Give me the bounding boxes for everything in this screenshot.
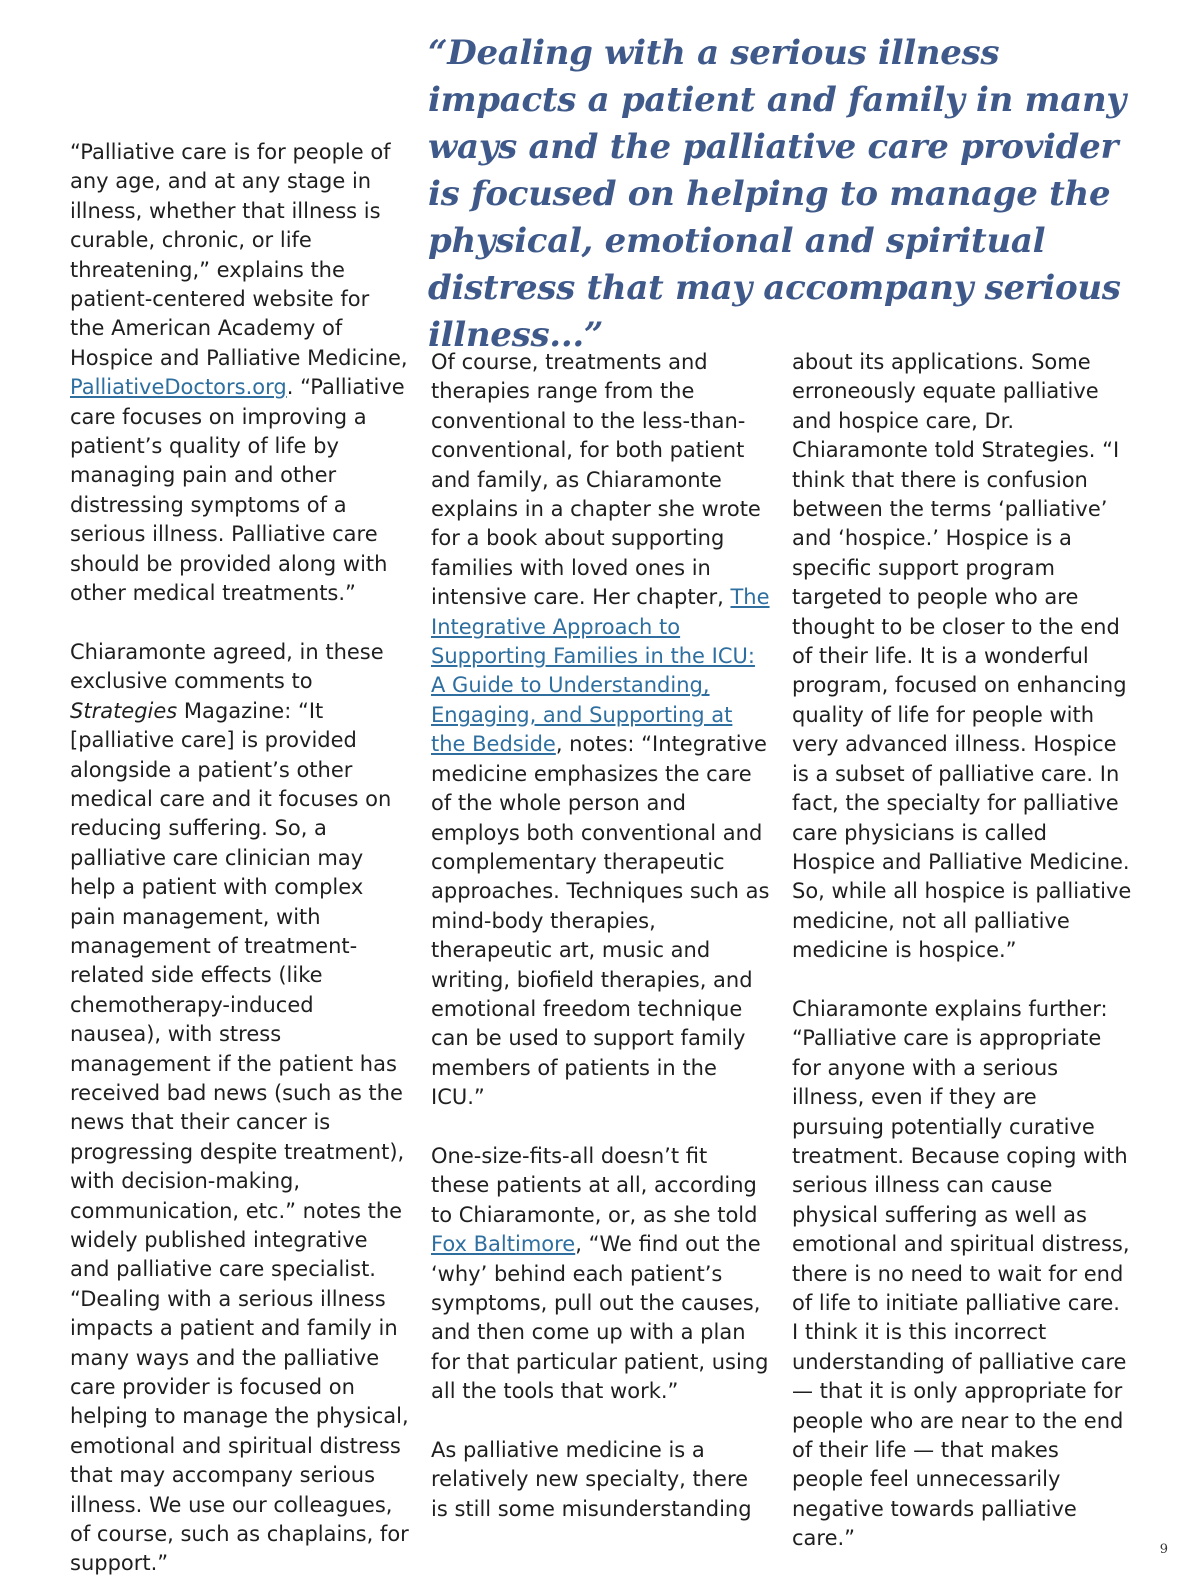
chapter-link[interactable]: The Integrative Approach to Supporting Families in the ICU: A Guide to Understanding, Engaging, and Supporting at the Bedside (431, 585, 770, 757)
palliative-doctors-link[interactable]: PalliativeDoctors.org (70, 375, 287, 400)
middle-column (431, 348, 771, 1524)
paragraph (431, 1142, 771, 1407)
paragraph (70, 638, 410, 1579)
left-column (70, 138, 410, 1579)
paragraph: about its applications. Some erroneously equate palliative and hospice care, Dr. Chiaramonte told Strategies. “I think that there is confusion between the terms ‘palliative’ and ‘hospice.’ Hospice is a specific support program targeted to people who are thought to be closer to the end of their life. It is a wonderful program, focused on enhancing quality of life for people with very advanced illness. Hospice is a subset of palliative care. In fact, the specialty for palliative care physicians is called Hospice and Palliative Medicine. So, while all hospice is palliative medicine, not all palliative medicine is hospice.” (792, 350, 1132, 963)
text: Of course, treatments and therapies range from the conventional to the less-than-conventional, for both patient and family, as Chiaramonte explains in a chapter she wrote for a book about supporting families with loved ones in intensive care. Her chapter, (431, 350, 761, 610)
text: . “Palliative care focuses on improving a patient’s quality of life by managing pain and other distressing symptoms of a serious illness. Palliative care should be provided along with other medical treatments.” (70, 375, 405, 606)
paragraph: Chiaramonte explains further: “Palliative care is appropriate for anyone with a serious illness, even if they are pursuing potentially curative treatment. Because coping with serious illness can cause physical suffering as well as emotional and spiritual distress, there is no need to wait for end of life to initiate palliative care. I think it is this incorrect understanding of palliative care — that it is only appropriate for people who are near to the end of their life — that makes people feel unnecessarily negative towards palliative care.” (792, 996, 1130, 1551)
magazine-title: Strategies (70, 698, 178, 723)
paragraph (70, 138, 410, 609)
paragraph: As palliative medicine is a relatively new specialty, there is still some misunderstanding (431, 1438, 752, 1521)
text: , notes: “Integrative medicine emphasizes the care of the whole person and employs both conventional and complementary therapeutic approaches. Techniques such as mind-body therapies, therapeutic art, music and writing, biofield therapies, and emotional freedom technique can be used to support family members of patients in the ICU.” (431, 732, 770, 1110)
paragraph (431, 348, 771, 1113)
text: One-size-fits-all doesn’t fit these patients at all, according to Chiaramonte, or, as she told (431, 1143, 758, 1227)
text: Magazine: “It [palliative care] is provided alongside a patient’s other medical care and it focuses on reducing suffering. So, a palliative care clinician may help a patient with complex pain management, with management of treatment-related side effects (like chemotherapy-induced nausea), with stress management if the patient has received bad news (such as the news that their cancer is progressing despite treatment), with decision-making, communication, etc.” notes the widely published integrative and palliative care specialist. “Dealing with a serious illness impacts a patient and family in many ways and the palliative care provider is focused on helping to manage the physical, emotional and spiritual distress that may accompany serious illness. We use our colleagues, of course, such as chaplains, for support.” (70, 698, 409, 1576)
page-number: 9 (1159, 1542, 1168, 1557)
text: , “We find out the ‘why’ behind each patient’s symptoms, pull out the causes, and then come up with a plan for that particular patient, using all the tools that work.” (431, 1232, 769, 1404)
right-column (792, 348, 1132, 1554)
fox-baltimore-link[interactable]: Fox Baltimore (431, 1232, 576, 1257)
text: “Palliative care is for people of any age, and at any stage in illness, whether that illness is curable, chronic, or life threatening,” explains the patient-centered website for the American Academy of Hospice and Palliative Medicine, (70, 140, 408, 370)
pull-quote: “Dealing with a serious illness impacts a patient and family in many ways and the palliative care provider is focused on helping to manage the physical, emotional and spiritual distress that may accompany serious illness...” (428, 33, 1126, 355)
text: Chiaramonte agreed, in these exclusive comments to (70, 639, 384, 694)
